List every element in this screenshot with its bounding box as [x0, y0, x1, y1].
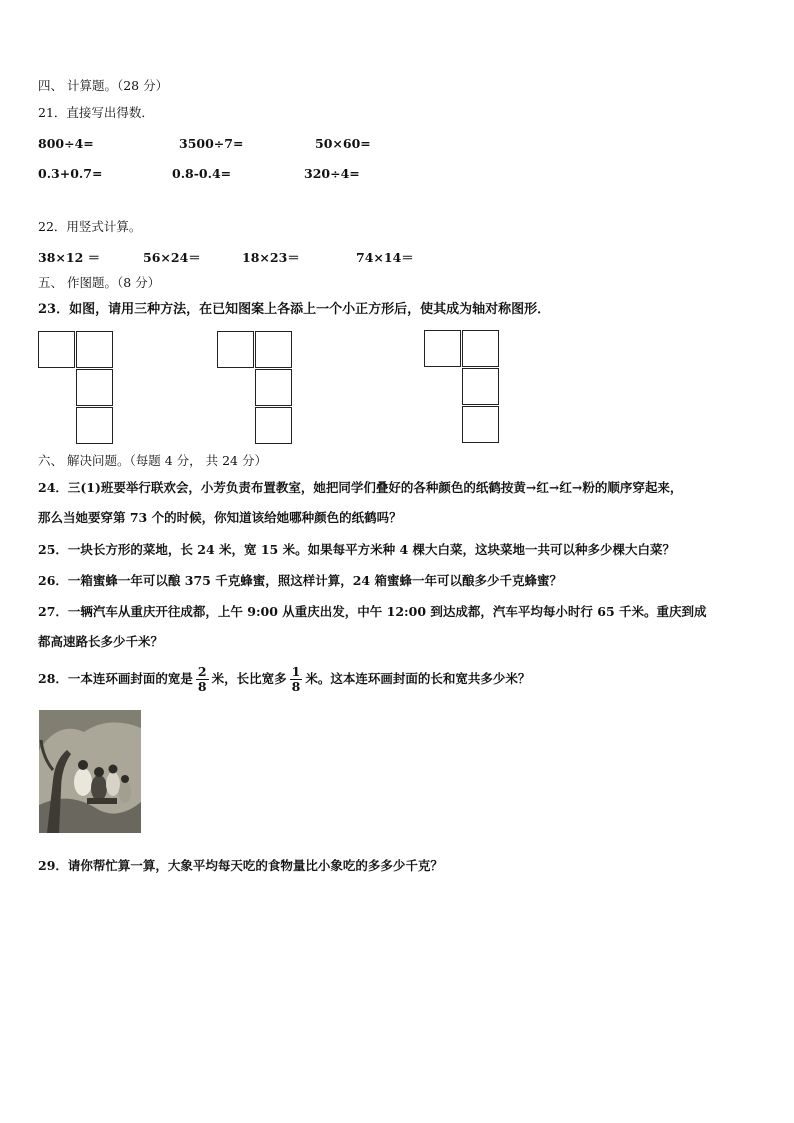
q22-calc-3: 18×23＝ [242, 250, 300, 265]
grid-square [76, 331, 113, 368]
q22-calc-4: 74×14＝ [356, 250, 414, 265]
grid-square [462, 406, 499, 443]
section-4-heading: 四、 计算题。（28 分） [38, 78, 169, 93]
grid-square [217, 331, 254, 368]
grid-square [76, 407, 113, 444]
grid-square [462, 368, 499, 405]
q21-calc-5: 0.8-0.4= [172, 166, 232, 181]
grid-square [462, 330, 499, 367]
q22-calc-1: 38×12 ＝ [38, 250, 101, 265]
q24-line-1: 24．三(1)班要举行联欢会，小芳负责布置教室，她把同学们叠好的各种颜色的纸鹤按黄→红→红→粉的顺序穿起来， [38, 480, 683, 495]
section-5-heading: 五、 作图题。（8 分） [38, 275, 161, 290]
fraction-one-eighth [290, 665, 303, 694]
q28-part-2: 米，长比宽多 [211, 671, 287, 686]
q28-part-3: 米。这本连环画封面的长和宽共多少米？ [305, 671, 531, 686]
section-6-heading: 六、 解决问题。（每题 4 分， 共 24 分） [38, 453, 267, 468]
q21-calc-6: 320÷4= [304, 166, 360, 181]
q28-text [38, 662, 530, 696]
q21-calc-1: 800÷4= [38, 136, 94, 151]
fraction-denominator: 8 [291, 679, 301, 694]
grid-square [38, 331, 75, 368]
painting-image [39, 710, 141, 833]
q25-text: 25．一块长方形的菜地，长 24 米，宽 15 米。如果每平方米种 4 棵大白菜，这块菜地一共可以种多少棵大白菜？ [38, 542, 675, 557]
fraction-denominator: 8 [197, 679, 207, 694]
grid-square [76, 369, 113, 406]
q21-calc-4: 0.3+0.7= [38, 166, 103, 181]
grid-square [424, 330, 461, 367]
q22-calc-2: 56×24＝ [143, 250, 201, 265]
fraction-numerator: 1 [291, 664, 301, 679]
q24-line-2: 那么当她要穿第 73 个的时候，你知道该给她哪种颜色的纸鹤吗？ [38, 510, 402, 525]
q21-calc-3: 50×60= [315, 136, 371, 151]
grid-square [255, 331, 292, 368]
fraction-two-eighths [196, 665, 209, 694]
fraction-numerator: 2 [197, 664, 207, 679]
q29-text: 29．请你帮忙算一算，大象平均每天吃的食物量比小象吃的多多少千克？ [38, 858, 443, 873]
q26-text: 26．一箱蜜蜂一年可以酿 375 千克蜂蜜，照这样计算，24 箱蜜蜂一年可以酿多少千克蜂蜜？ [38, 573, 562, 588]
grid-square [255, 369, 292, 406]
q27-line-2: 都高速路长多少千米？ [38, 634, 164, 649]
q28-part-1: 28．一本连环画封面的宽是 [38, 671, 193, 686]
q21-calc-2: 3500÷7= [179, 136, 244, 151]
q23-prompt: 23．如图，请用三种方法，在已知图案上各添上一个小正方形后，使其成为轴对称图形． [38, 302, 551, 317]
grid-square [255, 407, 292, 444]
q22-prompt: 22．用竖式计算。 [38, 219, 142, 234]
q21-prompt: 21．直接写出得数． [38, 105, 154, 120]
q27-line-1: 27．一辆汽车从重庆开往成都，上午 9:00 从重庆出发，中午 12:00 到达成都，汽车平均每小时行 65 千米。重庆到成 [38, 604, 707, 619]
